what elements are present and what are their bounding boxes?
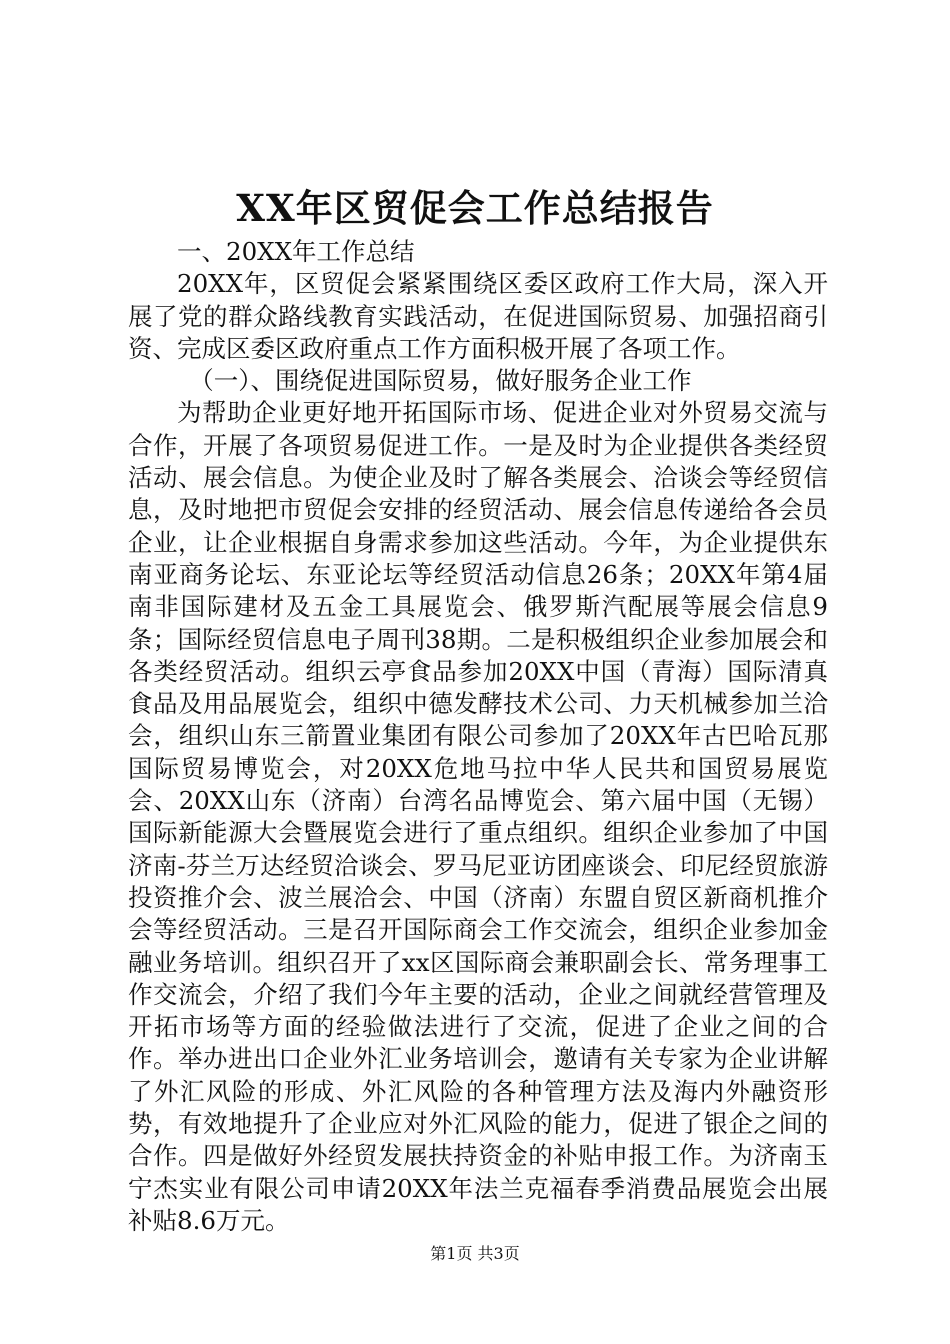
document-body: [128, 236, 828, 1237]
page-number-footer: 第1页 共3页: [430, 1244, 520, 1263]
subsection-heading: （一）、围绕促进国际贸易，做好服务企业工作: [189, 366, 692, 396]
body-paragraph: 为帮助企业更好地开拓国际市场、促进企业对外贸易交流与合作，开展了各项贸易促进工作。一是及时为企业提供各类经贸活动、展会信息。为使企业及时了解各类展会、洽谈会等经贸信息，及时地把市贸促会安排的经贸活动、展会信息传递给各会员企业，让企业根据自身需求参加这些活动。今年，为企业提供东南亚商务论坛、东亚论坛等经贸活动信息26条；20XX年第4届南非国际建材及五金工具展览会、俄罗斯汽配展等展会信息9条；国际经贸信息电子周刊38期。二是积极组织企业参加展会和各类经贸活动。组织云亭食品参加20XX中国（青海）国际清真食品及用品展览会，组织中德发酵技术公司、力天机械参加兰洽会，组织山东三箭置业集团有限公司参加了20XX年古巴哈瓦那国际贸易博览会，对20XX危地马拉中华人民共和国贸易展览会、20XX山东（济南）台湾名品博览会、第六届中国（无锡）国际新能源大会暨展览会进行了重点组织。组织企业参加了中国济南-芬兰万达经贸洽谈会、罗马尼亚访团座谈会、印尼经贸旅游投资推介会、波兰展洽会、中国（济南）东盟自贸区新商机推介会等经贸活动。三是召开国际商会工作交流会，组织企业参加金融业务培训。组织召开了xx区国际商会兼职副会长、常务理事工作交流会，介绍了我们今年主要的活动，企业之间就经营管理及开拓市场等方面的经验做法进行了交流，促进了企业之间的合作。举办进出口企业外汇业务培训会，邀请有关专家为企业讲解了外汇风险的形成、外汇风险的各种管理方法及海内外融资形势，有效地提升了企业应对外汇风险的能力，促进了银企之间的合作。四是做好外经贸发展扶持资金的补贴申报工作。为济南玉宁杰实业有限公司申请20XX年法兰克福春季消费品展览会出展补贴8.6万元。: [128, 398, 828, 1235]
body-paragraph: 20XX年，区贸促会紧紧围绕区委区政府工作大局，深入开展了党的群众路线教育实践活动，在促进国际贸易、加强招商引资、完成区委区政府重点工作方面积极开展了各项工作。: [128, 269, 828, 363]
document-title: XX年区贸促会工作总结报告: [236, 186, 714, 230]
section-heading: 一、20XX年工作总结: [177, 237, 415, 266]
